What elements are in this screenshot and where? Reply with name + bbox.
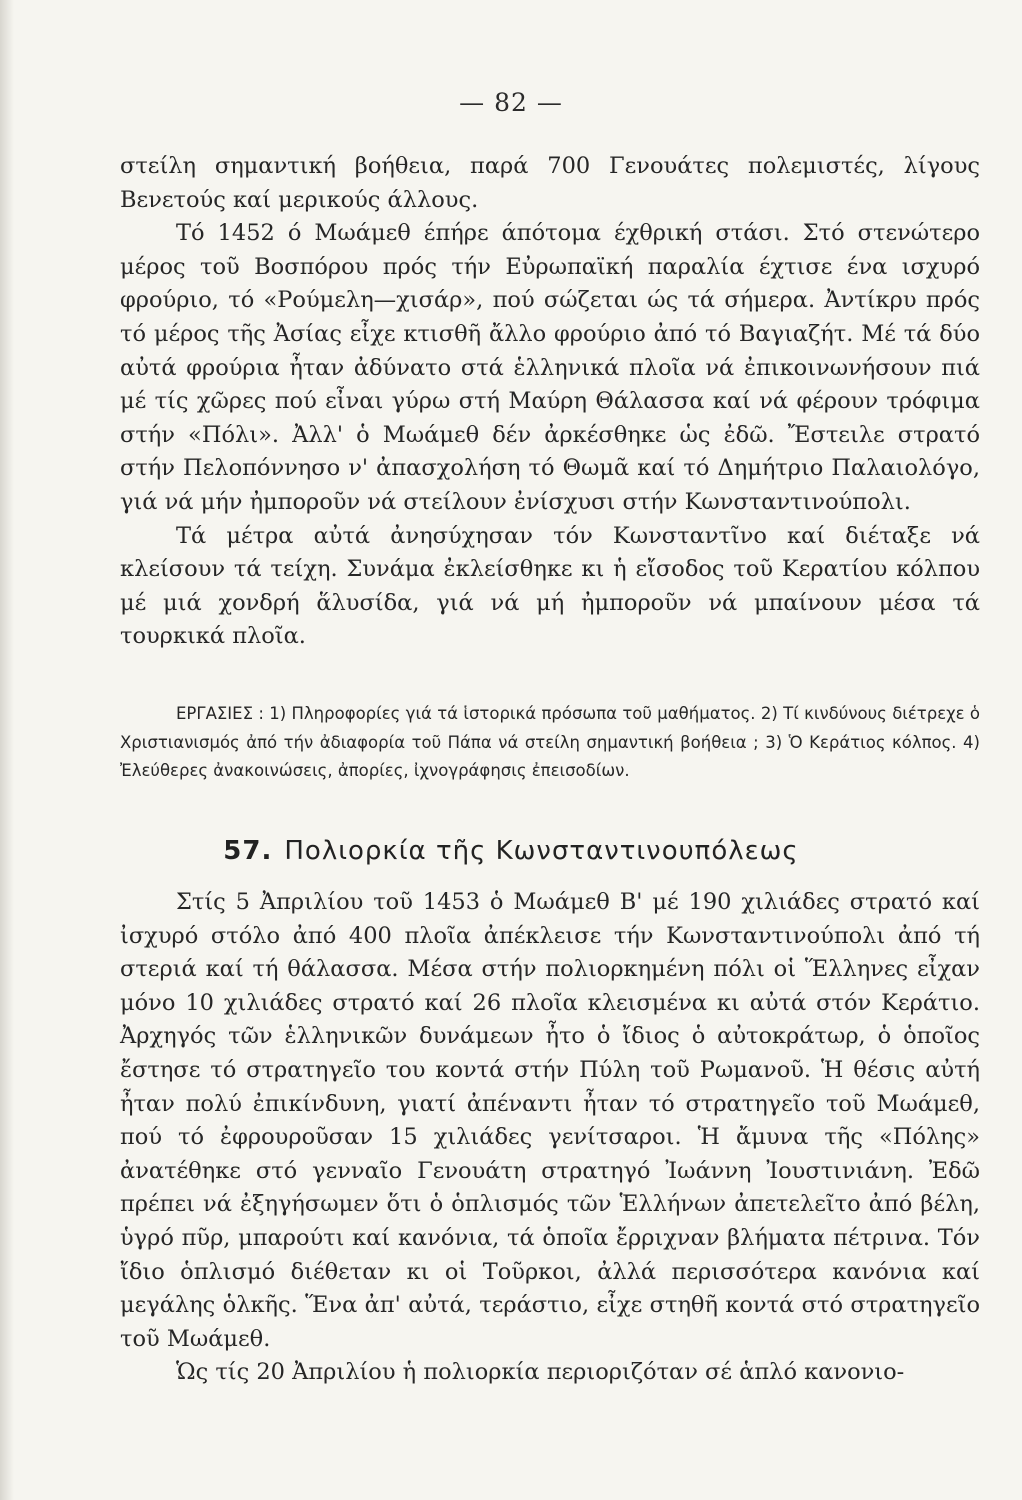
paragraph-siege: Στίς 5 Ἀπριλίου τοῦ 1453 ὁ Μωάμεθ Β' μέ 190 χιλιάδες στρατό καί ἰσχυρό στόλο ἀπό 400 πλοῖα ἀπέκλεισε τήν Κωνσταντινούπολι ἀπό τή στεριά καί τή θάλασσα. Μέσα στήν πολιορκημένη πόλι οἱ Ἕλληνες εἶχαν μόνο 10 χιλιάδες στρατό καί 26 πλοῖα κλεισμένα κι αὐτά στόν Κεράτιο. Ἀρχηγός τῶν ἑλληνικῶν δυνάμεων ἦτο ὁ ἴδιος ὁ αὐτοκράτωρ, ὁ ὁποῖος ἔστησε τό στρατηγεῖο του κοντά στήν Πύλη τοῦ Ρωμανοῦ. Ἡ θέσις αὐτή ἦταν πολύ ἐπικίνδυνη, γιατί ἀπέναντι ἦταν τό στρατηγεῖο τοῦ Μωάμεθ, πού τό ἐφρουροῦσαν 15 χιλιάδες γενίτσαροι. Ἡ ἄμυνα τῆς «Πόλης» ἀνατέθηκε στό γενναῖο Γενουάτη στρατηγό Ἰωάννη Ἰουστινιάνη. Ἐδῶ πρέπει νά ἐξηγήσωμεν ὅτι ὁ ὁπλισμός τῶν Ἑλλήνων ἀπετελεῖτο ἀπό βέλη, ὑγρό πῦρ, μπαρούτι καί κανόνια, τά ὁποῖα ἔρριχναν βλήματα πέτρινα. Τόν ἴδιο ὁπλισμό διέθεταν κι οἱ Τοῦρκοι, ἀλλά περισσότερα κανόνια καί μεγάλης ὁλκῆς. Ἕνα ἀπ' αὐτά, τεράστιο, εἶχε στηθῆ κοντά στό στρατηγεῖο τοῦ Μωάμεθ. [120,889,980,1352]
page-spine-shadow [0,0,14,1500]
paragraph-continuation: στείλη σημαντική βοήθεια, παρά 700 Γενουάτες πολεμιστές, λίγους Βενετούς καί μερικούς άλλους. [120,153,980,213]
paragraph-april: Ὡς τίς 20 Ἀπριλίου ἡ πολιορκία περιοριζόταν σέ ἁπλό κανονιο- [176,1359,905,1386]
exercises-block [120,700,980,786]
paragraph-fortress: Τό 1452 ό Μωάμεθ έπήρε άπότομα έχθρική στάσι. Στό στενώτερο μέρος τοῦ Βοσπόρου πρός τήν Εὐρωπαϊκή παραλία έχτισε ένα ισχυρό φρούριο, τό «Ρούμελη—χισάρ», πού σώζεται ώς τά σήμερα. Ἀντίκρυ πρός τό μέρος τῆς Ἀσίας εἶχε κτισθῆ ἄλλο φρούριο ἀπό τό Βαγιαζήτ. Μέ τά δύο αὐτά φρούρια ἦταν ἀδύνατο στά ἑλληνικά πλοῖα νά ἐπικοινωνήσουν πιά μέ τίς χῶρες πού εἶναι γύρω στή Μαύρη Θάλασσα καί νά φέρουν τρόφιμα στήν «Πόλι». Ἀλλ' ὁ Μωάμεθ δέν ἀρκέσθηκε ὡς ἐδῶ. Ἔστειλε στρατό στήν Πελοπόννησο ν' ἀπασχολήση τό Θωμᾶ καί τό Δημήτριο Παλαιολόγο, γιά νά μήν ἠμποροῦν νά στείλουν ἐνίσχυσι στήν Κωνσταντινούπολι. [120,220,980,515]
section-title: Πολιορκία τῆς Κωνσταντινουπόλεως [284,836,799,866]
section-number: 57. [223,836,273,866]
text-block-top [120,150,980,654]
page-number: — 82 — [459,88,563,117]
paragraph-walls: Τά μέτρα αὐτά ἀνησύχησαν τόν Κωνσταντῖνο καί διέταξε νά κλείσουν τά τείχη. Συνάμα ἐκλείσθηκε κι ἡ εἴσοδος τοῦ Κερατίου κόλπου μέ μιά χονδρή ἅλυσίδα, γιά νά μή ἠμποροῦν νά μπαίνουν μέσα τά τουρκικά πλοῖα. [120,522,980,650]
exercises-text: ΕΡΓΑΣΙΕΣ : 1) Πληροφορίες γιά τά ἱστορικά πρόσωπα τοῦ μαθήματος. 2) Τί κινδύνους διέτρεχε ὁ Χριστιανισμός ἀπό τήν ἀδιαφορία τοῦ Πάπα νά στείλη σημαντική βοήθεια ; 3) Ὁ Κεράτιος κόλπος. 4) Ἐλεύθερες ἀνακοινώσεις, ἀπορίες, ἰχνογράφησις ἐπεισοδίων. [120,704,980,780]
text-block-bottom [120,886,980,1390]
section-heading [0,836,1022,866]
